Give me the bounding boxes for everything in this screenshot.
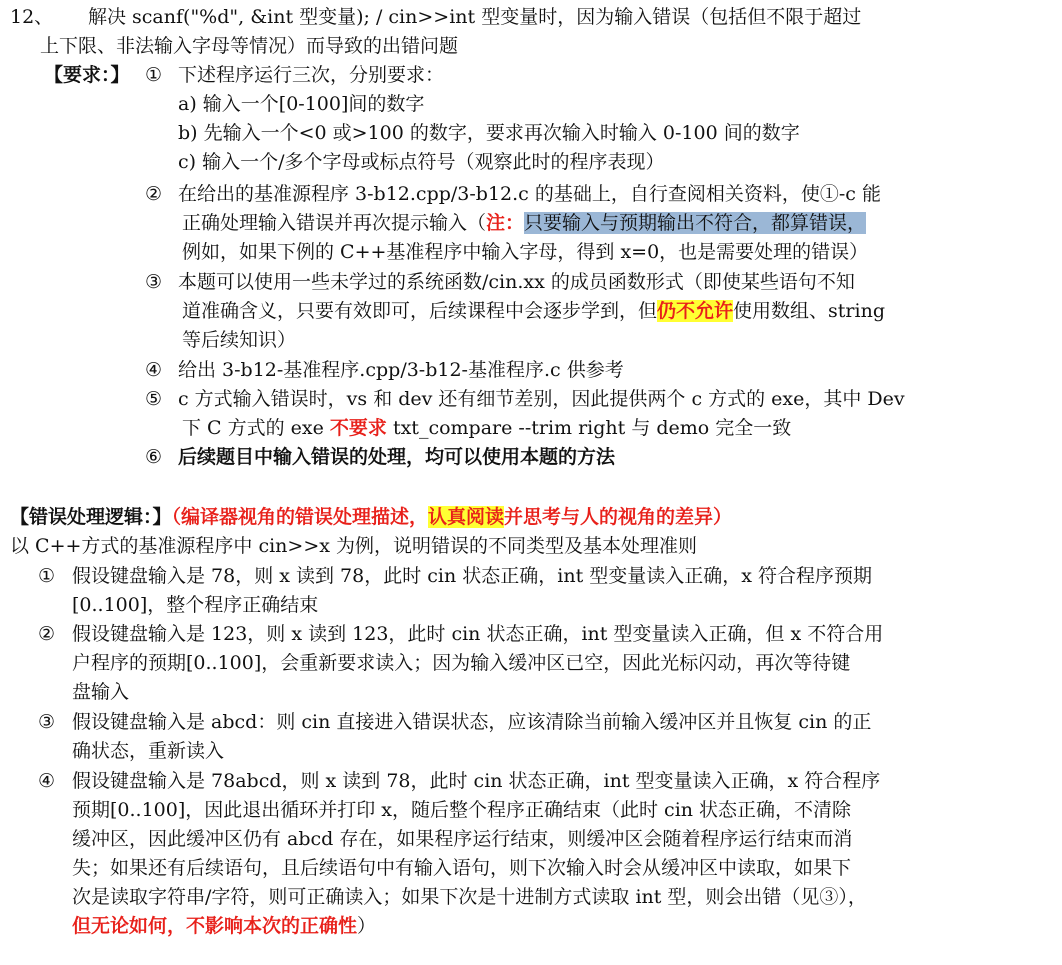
req2-line2-pre: 正确处理输入错误并再次提示输入（ [182, 212, 487, 234]
case2-line3: 盘输入 [72, 681, 130, 703]
case2-line1: 假设键盘输入是 123，则 x 读到 123，此时 cin 状态正确，int 型变量读入正确，但 x 不符合用 [72, 623, 884, 645]
case4-line3: 缓冲区，因此缓冲区仍有 abcd 存在，如果程序运行结束，则缓冲区会随着程序运行结束而消 [72, 828, 853, 850]
case4-line5: 次是读取字符串/字符，则可正确读入；如果下次是十进制方式读取 int 型，则会出错（见③）， [72, 886, 867, 908]
req3-mark: ③ [145, 271, 163, 293]
req5-line2-post: txt_compare --trim right 与 demo 完全一致 [386, 417, 792, 439]
logic-heading [10, 503, 732, 532]
req3-line3: 等后续知识） [182, 329, 297, 351]
case3-line1: 假设键盘输入是 abcd：则 cin 直接进入错误状态，应该清除当前输入缓冲区并且恢复 cin 的正 [72, 711, 872, 733]
case4-line2: 预期[0..100]，因此退出循环并打印 x，随后整个程序正确结束（此时 cin 状态正确，不清除 [72, 799, 852, 821]
case4-line4: 失；如果还有后续语句，且后续语句中有输入语句，则下次输入时会从缓冲区中读取，如果下 [72, 857, 852, 879]
req3-line2-post: 使用数组、string [733, 300, 885, 322]
req3-emphasis: 仍不允许 [657, 300, 734, 322]
problem-title: 解决 scanf("%d", &int 型变量); / cin>>int 型变量时，因为输入错误（包括但不限于超过 [88, 6, 862, 28]
case4-emphasis: 但无论如何，不影响本次的正确性 [72, 915, 358, 937]
req1-sub-a: a) 输入一个[0-100]间的数字 [178, 93, 425, 115]
case3-mark: ③ [38, 711, 56, 733]
case4-line1: 假设键盘输入是 78abcd，则 x 读到 78，此时 cin 状态正确，int 型变量读入正确，x 符合程序 [72, 770, 881, 792]
req2-note-label: 注： [486, 212, 525, 234]
case4-mark: ④ [38, 770, 56, 792]
req6-mark: ⑥ [145, 446, 163, 468]
req1-sub-b: b) 先输入一个<0 或>100 的数字，要求再次输入时输入 0-100 间的数字 [178, 122, 800, 144]
case1-line2: [0..100]，整个程序正确结束 [72, 594, 319, 616]
req5-line2-pre: 下 C 方式的 exe [182, 417, 330, 439]
case4-line6 [72, 912, 376, 941]
req5-mark: ⑤ [145, 388, 163, 410]
req1-text: 下述程序运行三次，分别要求： [178, 64, 445, 86]
logic-label: 【错误处理逻辑：】 [10, 506, 172, 528]
req4-mark: ④ [145, 359, 163, 381]
logic-desc-pre: （编译器视角的错误处理描述， [171, 506, 429, 528]
req3-line1: 本题可以使用一些未学过的系统函数/cin.xx 的成员函数形式（即使某些语句不知 [178, 271, 855, 293]
req2-line2 [182, 209, 866, 238]
problem-title-cont: 上下限、非法输入字母等情况）而导致的出错问题 [40, 35, 459, 57]
case1-mark: ① [38, 565, 56, 587]
req2-line3: 例如，如果下例的 C++基准程序中输入字母，得到 x=0，也是需要处理的错误） [182, 241, 869, 263]
req5-line2 [182, 414, 791, 443]
logic-desc-post: 并思考与人的视角的差异） [504, 506, 733, 528]
logic-desc-emphasis: 认真阅读 [428, 506, 505, 528]
req2-note-text: 只要输入与预期输出不符合，都算错误， [524, 212, 867, 234]
case1-line1: 假设键盘输入是 78，则 x 读到 78，此时 cin 状态正确，int 型变量读入正确，x 符合程序预期 [72, 565, 873, 587]
case2-mark: ② [38, 623, 56, 645]
problem-number: 12、 [10, 6, 54, 28]
req5-emphasis: 不要求 [329, 417, 387, 439]
req2-line1: 在给出的基准源程序 3-b12.cpp/3-b12.c 的基础上，自行查阅相关资料，使①-c 能 [178, 183, 881, 205]
case4-line6-post: ） [357, 915, 377, 937]
case2-line2: 户程序的预期[0..100]，会重新要求读入；因为输入缓冲区已空，因此光标闪动，再次等待键 [72, 652, 851, 674]
req3-line2-pre: 道准确含义，只要有效即可，后续课程中会逐步学到，但 [182, 300, 658, 322]
req4-text: 给出 3-b12-基准程序.cpp/3-b12-基准程序.c 供参考 [178, 359, 624, 381]
req5-line1: c 方式输入错误时，vs 和 dev 还有细节差别，因此提供两个 c 方式的 exe，其中 Dev [178, 388, 905, 410]
logic-intro: 以 C++方式的基准源程序中 cin>>x 为例，说明错误的不同类型及基本处理准则 [10, 535, 698, 557]
req1-mark: ① [145, 64, 163, 86]
req1-sub-c: c) 输入一个/多个字母或标点符号（观察此时的程序表现） [178, 151, 665, 173]
req6-text: 后续题目中输入错误的处理，均可以使用本题的方法 [178, 446, 616, 468]
req3-line2 [182, 297, 885, 326]
requirements-label: 【要求：】 [44, 64, 130, 86]
req2-mark: ② [145, 183, 163, 205]
case3-line2: 确状态，重新读入 [72, 740, 225, 762]
